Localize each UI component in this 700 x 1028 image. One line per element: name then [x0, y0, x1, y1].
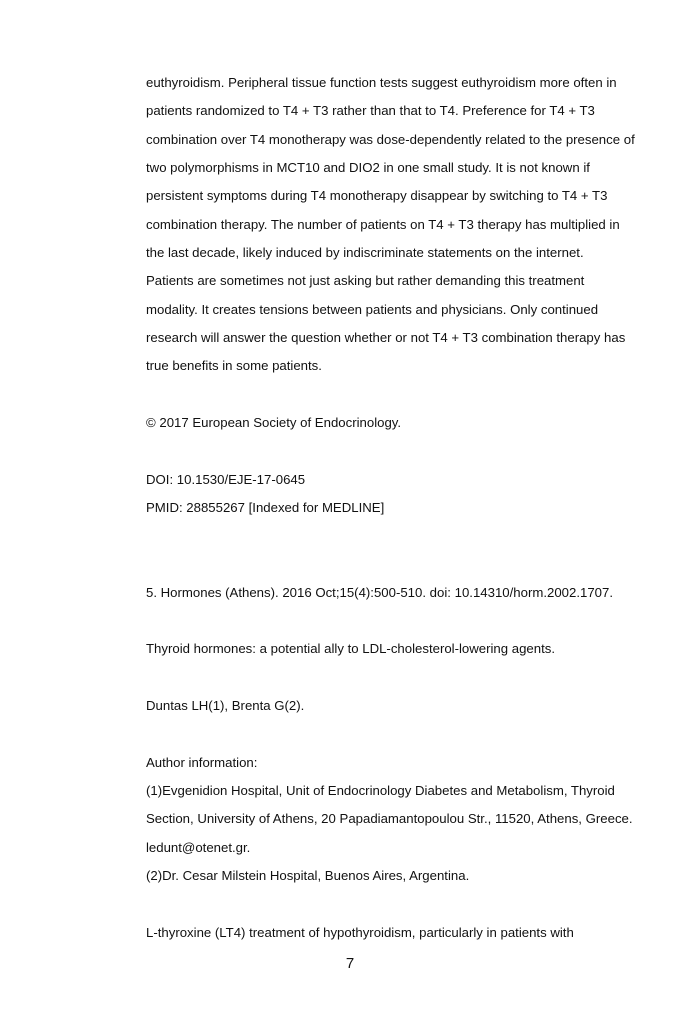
affiliation-line: Section, University of Athens, 20 Papadiamantopoulou Str., 11520, Athens, Greece. [146, 811, 633, 826]
abstract-line: the last decade, likely induced by indiscriminate statements on the internet. [146, 245, 584, 260]
abstract-line: two polymorphisms in MCT10 and DIO2 in one small study. It is not known if [146, 160, 590, 175]
authors-line: Duntas LH(1), Brenta G(2). [146, 698, 305, 713]
affiliation-line: (1)Evgenidion Hospital, Unit of Endocrinology Diabetes and Metabolism, Thyroid [146, 783, 615, 798]
abstract-line: modality. It creates tensions between patients and physicians. Only continued [146, 302, 599, 317]
pmid-text: PMID: 28855267 [Indexed for MEDLINE] [146, 500, 385, 515]
abstract-line: persistent symptoms during T4 monotherapy disappear by switching to T4 + T3 [146, 188, 608, 203]
abstract-start: L-thyroxine (LT4) treatment of hypothyroidism, particularly in patients with [146, 925, 574, 940]
doi-link[interactable]: DOI: 10.1530/EJE-17-0645 [146, 472, 306, 487]
abstract-line: research will answer the question whether or not T4 + T3 combination therapy has [146, 330, 626, 345]
copyright-notice: © 2017 European Society of Endocrinology. [146, 415, 402, 430]
affiliation-line: (2)Dr. Cesar Milstein Hospital, Buenos Aires, Argentina. [146, 868, 470, 883]
abstract-line: combination therapy. The number of patients on T4 + T3 therapy has multiplied in [146, 217, 620, 232]
abstract-line: true benefits in some patients. [146, 358, 322, 373]
citation-line: 5. Hormones (Athens). 2016 Oct;15(4):500-510. doi: 10.14310/horm.2002.1707. [146, 585, 613, 600]
page-number: 7 [345, 955, 355, 972]
abstract-line: combination over T4 monotherapy was dose-dependently related to the presence of [146, 132, 635, 147]
abstract-line: patients randomized to T4 + T3 rather than that to T4. Preference for T4 + T3 [146, 103, 595, 118]
abstract-line: euthyroidism. Peripheral tissue function tests suggest euthyroidism more often in [146, 75, 617, 90]
abstract-line: Patients are sometimes not just asking but rather demanding this treatment [146, 273, 585, 288]
article-title: Thyroid hormones: a potential ally to LDL-cholesterol-lowering agents. [146, 641, 556, 656]
author-info-heading: Author information: [146, 755, 258, 770]
author-email[interactable]: ledunt@otenet.gr. [146, 840, 251, 855]
